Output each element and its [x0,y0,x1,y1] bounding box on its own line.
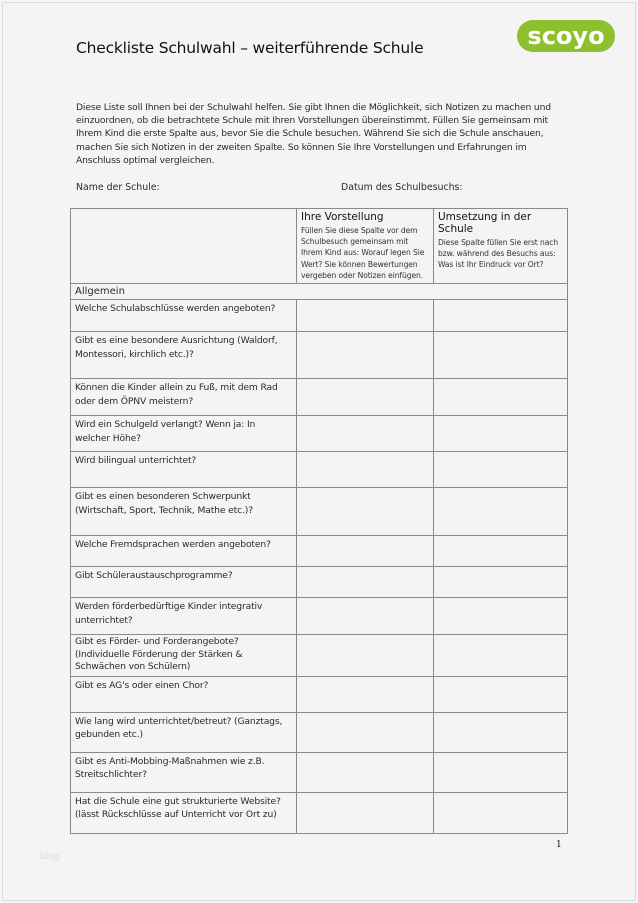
vorstellung-answer-cell[interactable] [297,452,434,488]
school-name-label: Name der Schule: [76,182,160,193]
vorstellung-answer-cell[interactable] [297,752,434,792]
table-row [71,792,568,833]
column-description: Füllen Sie diese Spalte vor dem Schulbesuch gemeinsam mit Ihrem Kind aus: Worauf legen Sie Wert? Sie können Bewertungen vergeben oder Notizen einfügen. [301,226,425,280]
vorstellung-answer-cell[interactable] [297,332,434,379]
page-number: 1 [556,840,562,850]
section-title: Allgemein [71,284,568,300]
column-description: Diese Spalte füllen Sie erst nach bzw. während des Besuchs aus: Was ist Ihr Eindruck vor Ort? [438,238,559,270]
vorstellung-answer-cell[interactable] [297,488,434,536]
vorstellung-answer-cell[interactable] [297,676,434,712]
umsetzung-answer-cell[interactable] [434,379,568,416]
question-cell: Welche Schulabschlüsse werden angeboten? [71,300,297,332]
table-header-row [71,209,568,284]
question-cell: Hat die Schule eine gut strukturierte Website? (lässt Rückschlüsse auf Unterricht vor Ort zu) [71,792,297,833]
table-row [71,452,568,488]
vorstellung-answer-cell[interactable] [297,536,434,567]
vorstellung-answer-cell[interactable] [297,567,434,598]
question-cell: Welche Fremdsprachen werden angeboten? [71,536,297,567]
table-row [71,676,568,712]
umsetzung-answer-cell[interactable] [434,416,568,452]
vorstellung-answer-cell[interactable] [297,379,434,416]
question-cell: Gibt es einen besonderen Schwerpunkt (Wirtschaft, Sport, Technik, Mathe etc.)? [71,488,297,536]
table-row [71,635,568,677]
question-cell: Werden förderbedürftige Kinder integrativ unterrichtet? [71,598,297,635]
header-umsetzung-column [434,209,568,284]
umsetzung-answer-cell[interactable] [434,332,568,379]
column-title: Ihre Vorstellung [301,211,384,223]
umsetzung-answer-cell[interactable] [434,676,568,712]
table-row [71,416,568,452]
question-cell: Wird bilingual unterrichtet? [71,452,297,488]
umsetzung-answer-cell[interactable] [434,598,568,635]
question-cell: Gibt es Anti-Mobbing-Maßnahmen wie z.B. Streitschlichter? [71,752,297,792]
umsetzung-answer-cell[interactable] [434,567,568,598]
umsetzung-answer-cell[interactable] [434,635,568,677]
question-cell: Gibt Schüleraustauschprogramme? [71,567,297,598]
umsetzung-answer-cell[interactable] [434,536,568,567]
table-row [71,332,568,379]
table-row [71,567,568,598]
question-cell: Gibt es eine besondere Ausrichtung (Waldorf, Montessori, kirchlich etc.)? [71,332,297,379]
intro-paragraph: Diese Liste soll Ihnen bei der Schulwahl helfen. Sie gibt Ihnen die Möglichkeit, sich Notizen zu machen und einzuordnen, ob die betrachtete Schule mit Ihren Vorstellungen übereinstimmt. Füllen Sie gemeinsam mit Ihrem Kind die erste Spalte aus, bevor Sie die Schule besuchen. Während Sie sich die Schule anschauen, machen Sie sich Notizen in der zweiten Spalte. So können Sie Ihre Vorstellungen und Erfahrungen im Anschluss optimal vergleichen. [76,102,551,166]
vorstellung-answer-cell[interactable] [297,792,434,833]
question-cell: Können die Kinder allein zu Fuß, mit dem Rad oder dem ÖPNV meistern? [71,379,297,416]
umsetzung-answer-cell[interactable] [434,452,568,488]
question-cell: Wird ein Schulgeld verlangt? Wenn ja: In welcher Höhe? [71,416,297,452]
table-row [71,300,568,332]
scoyo-logo: scoyo [517,20,615,52]
table-row [71,752,568,792]
table-row [71,712,568,752]
question-cell: Gibt es Förder- und Forderangebote? (Individuelle Förderung der Stärken & Schwächen von Schülern) [71,635,297,677]
header-vorstellung-column [297,209,434,284]
question-cell: Wie lang wird unterrichtet/betreut? (Ganztags, gebunden etc.) [71,712,297,752]
visit-date-label: Datum des Schulbesuchs: [341,182,463,193]
umsetzung-answer-cell[interactable] [434,300,568,332]
umsetzung-answer-cell[interactable] [434,752,568,792]
column-title: Umsetzung in der Schule [438,211,532,235]
document-title: Checkliste Schulwahl – weiterführende Schule [76,39,424,57]
watermark-text: blog [40,852,60,862]
question-cell: Gibt es AG's oder einen Chor? [71,676,297,712]
table-row [71,536,568,567]
checklist-table [70,208,568,834]
vorstellung-answer-cell[interactable] [297,416,434,452]
vorstellung-answer-cell[interactable] [297,635,434,677]
section-row [71,284,568,300]
vorstellung-answer-cell[interactable] [297,300,434,332]
header-question-column [71,209,297,284]
umsetzung-answer-cell[interactable] [434,792,568,833]
umsetzung-answer-cell[interactable] [434,488,568,536]
umsetzung-answer-cell[interactable] [434,712,568,752]
table-row [71,379,568,416]
table-row [71,488,568,536]
vorstellung-answer-cell[interactable] [297,598,434,635]
table-row [71,598,568,635]
vorstellung-answer-cell[interactable] [297,712,434,752]
